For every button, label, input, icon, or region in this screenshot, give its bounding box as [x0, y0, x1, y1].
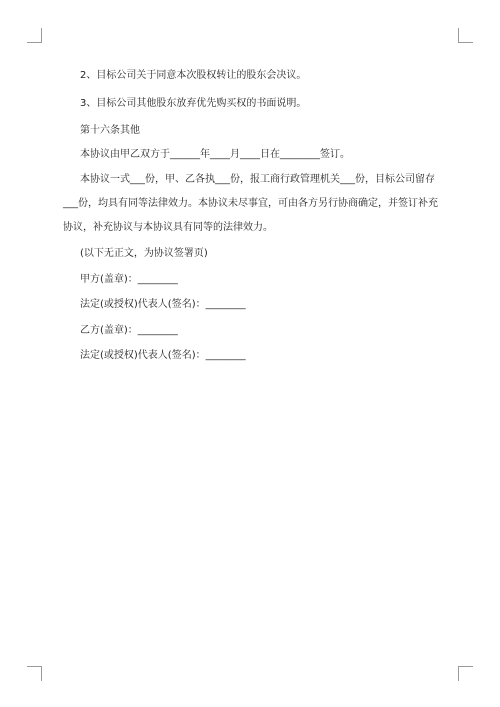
party-b-representative: 法定(或授权)代表人(签名)：________ [80, 350, 246, 361]
crop-mark-top-right [458, 28, 473, 43]
crop-mark-bottom-left [27, 666, 42, 681]
copies-clause-line-2: ___份，均具有同等法律效力。本协议未尽事宜，可由各方另行协商确定，并签订补充 [63, 198, 438, 209]
crop-mark-top-left [27, 28, 42, 43]
copies-clause-line-3: 协议，补充协议与本协议具有同等的法律效力。 [63, 222, 273, 233]
party-a-representative: 法定(或授权)代表人(签名)：________ [80, 299, 246, 310]
party-a-seal: 甲方(盖章)：________ [80, 274, 178, 285]
article-heading: 第十六条其他 [80, 125, 140, 136]
copies-clause-line-1: 本协议一式___份，甲、乙各执___份，报工商行政管理机关___份，目标公司留存 [80, 174, 435, 185]
signing-date-clause: 本协议由甲乙双方于______年____月____日在________签订。 [80, 149, 350, 160]
crop-mark-bottom-right [458, 666, 473, 681]
attachment-item-2: 2、目标公司关于同意本次股权转让的股东会决议。 [80, 70, 307, 81]
attachment-item-3: 3、目标公司其他股东放弃优先购买权的书面说明。 [80, 98, 307, 109]
no-text-note: (以下无正文，为协议签署页) [80, 248, 208, 259]
party-b-seal: 乙方(盖章)：________ [80, 325, 178, 336]
